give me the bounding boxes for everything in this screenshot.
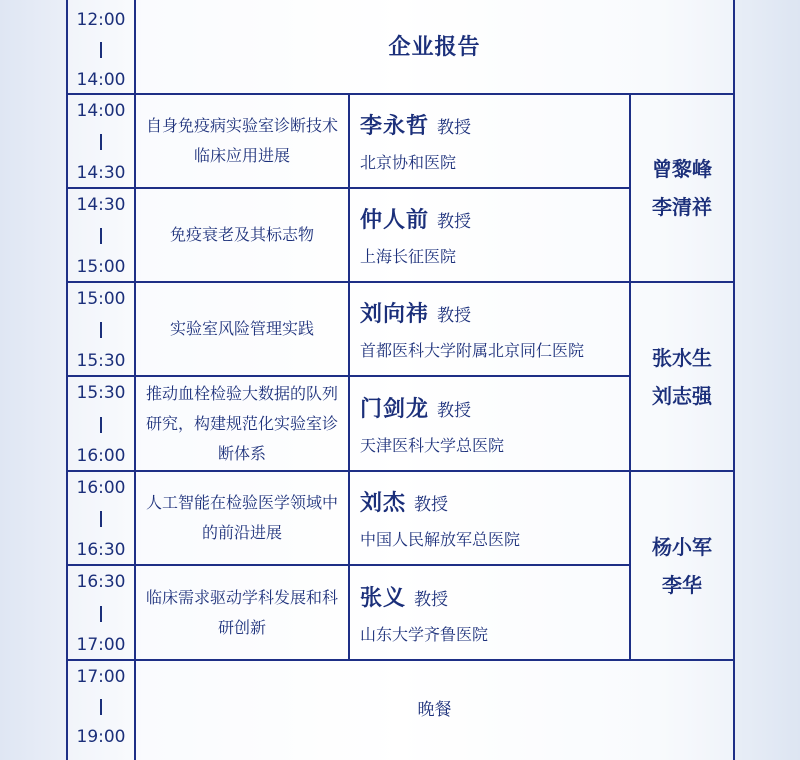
time-separator [100, 699, 102, 715]
speaker-cell [350, 472, 629, 564]
speaker-cell [350, 95, 629, 187]
speaker-title: 教授 [414, 589, 449, 610]
speaker-hospital: 中国人民解放军总医院 [360, 530, 521, 549]
time-slot [68, 4, 134, 94]
time-end: 16:00 [76, 446, 126, 466]
speaker-cell [350, 377, 629, 470]
time-slot [68, 566, 134, 659]
chair-name: 李清祥 [652, 195, 712, 219]
time-end: 14:00 [76, 70, 126, 90]
time-end: 19:00 [76, 727, 126, 747]
time-separator [100, 511, 102, 527]
chair-cell [631, 472, 733, 659]
time-separator [100, 606, 102, 622]
time-slot [68, 283, 134, 375]
speaker-cell [350, 566, 629, 659]
time-end: 15:30 [76, 351, 126, 371]
speaker-title: 教授 [437, 306, 472, 326]
speaker-name: 刘杰 [360, 491, 407, 516]
time-separator [100, 228, 102, 244]
chair-cell [631, 283, 733, 470]
time-slot [68, 472, 134, 564]
speaker-hospital: 上海长征医院 [360, 247, 457, 266]
grid-line [733, 0, 735, 760]
speaker-title: 教授 [437, 212, 472, 232]
speaker-title: 教授 [414, 495, 449, 515]
time-start: 16:00 [76, 478, 126, 498]
time-slot [68, 189, 134, 281]
talk-topic: 自身免疫病实验室诊断技术临床应用进展 [145, 116, 338, 165]
speaker-hospital: 北京协和医院 [360, 153, 457, 172]
speaker-hospital: 山东大学齐鲁医院 [360, 624, 489, 644]
time-slot [68, 377, 134, 470]
time-start: 15:00 [76, 289, 126, 309]
speaker-name: 门剑龙 [360, 396, 430, 422]
speaker-name: 李永哲 [360, 114, 430, 139]
chair-name: 张水生 [652, 345, 712, 370]
time-start: 17:00 [76, 667, 126, 687]
time-start: 16:30 [76, 572, 126, 592]
time-start: 15:30 [76, 383, 126, 403]
chair-cell [631, 95, 733, 281]
time-separator [100, 417, 102, 433]
time-start: 14:00 [76, 101, 126, 121]
time-start: 14:30 [76, 195, 126, 215]
time-slot [68, 661, 134, 751]
chair-name: 刘志强 [652, 383, 712, 408]
session-banner: 企业报告 [388, 35, 481, 60]
talk-topic: 推动血栓检验大数据的队列研究，构建规范化实验室诊断体系 [145, 383, 338, 463]
talk-topic: 实验室风险管理实践 [169, 319, 314, 338]
talk-topic: 免疫衰老及其标志物 [169, 225, 314, 244]
time-end: 15:00 [76, 257, 126, 277]
chair-name: 杨小军 [652, 534, 712, 559]
speaker-name: 刘向祎 [360, 302, 430, 327]
chair-name: 曾黎峰 [652, 157, 712, 181]
time-slot [68, 95, 134, 187]
talk-topic: 临床需求驱动学科发展和科研创新 [145, 587, 338, 637]
time-end: 16:30 [76, 540, 126, 560]
talk-topic: 人工智能在检验医学领域中的前沿进展 [145, 493, 338, 542]
time-end: 14:30 [76, 163, 126, 183]
speaker-hospital: 首都医科大学附属北京同仁医院 [360, 341, 585, 360]
speaker-title: 教授 [437, 400, 472, 421]
schedule-table [66, 0, 735, 760]
speaker-hospital: 天津医科大学总医院 [360, 435, 505, 455]
speaker-cell [350, 283, 629, 375]
speaker-name: 张义 [360, 585, 407, 611]
time-separator [100, 42, 102, 58]
chair-name: 李华 [662, 572, 702, 597]
speaker-cell [350, 189, 629, 281]
time-start: 12:00 [76, 10, 126, 30]
time-separator [100, 134, 102, 150]
session-banner: 晚餐 [417, 699, 452, 720]
time-end: 17:00 [76, 635, 126, 655]
speaker-name: 仲人前 [360, 208, 430, 233]
time-separator [100, 322, 102, 338]
speaker-title: 教授 [437, 118, 472, 138]
